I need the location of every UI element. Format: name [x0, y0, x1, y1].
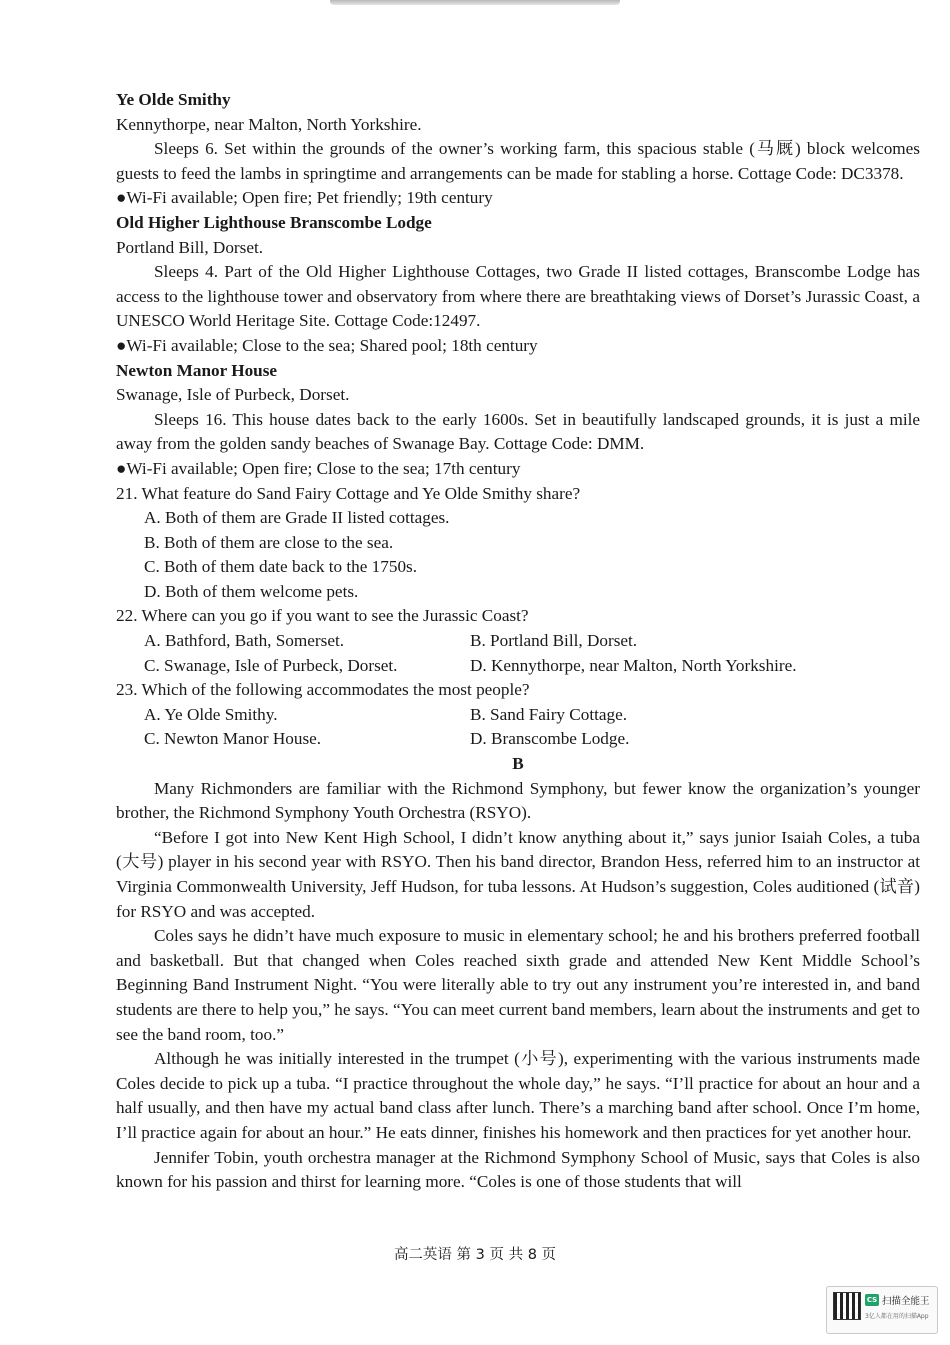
scan-edge-shadow [330, 0, 620, 5]
option: D. Branscombe Lodge. [470, 729, 630, 749]
option: B. Both of them are close to the sea. [144, 532, 394, 552]
scanner-watermark [826, 1286, 938, 1334]
question-22-options [116, 629, 920, 678]
question-22-stem: 22. Where can you go if you want to see the Jurassic Coast? [116, 606, 529, 626]
question-21-options [116, 506, 920, 604]
entry-location: Portland Bill, Dorset. [116, 237, 264, 257]
entry-location: Kennythorpe, near Malton, North Yorkshire. [116, 114, 422, 134]
entry-features: ●Wi-Fi available; Open fire; Pet friendly; 19th century [116, 188, 493, 208]
entry-features: ●Wi-Fi available; Close to the sea; Shared pool; 18th century [116, 335, 538, 355]
scanner-app-name: 扫描全能王 [882, 1296, 930, 1307]
option: C. Both of them date back to the 1750s. [144, 557, 418, 577]
entry-description: Sleeps 6. Set within the grounds of the owner’s working farm, this spacious stable (马厩) block welcomes guests to feed the lambs in springtime and arrangements can be made for stabling a horse. Cottage Code: DC3378. [116, 139, 920, 183]
option: D. Kennythorpe, near Malton, North Yorkshire. [470, 655, 797, 675]
entry-description: Sleeps 16. This house dates back to the early 1600s. Set in beautifully landscaped grounds, it is just a mile away from the golden sandy beaches of Swanage Bay. Cottage Code: DMM. [116, 409, 920, 454]
camscanner-logo-icon: CS [866, 1296, 878, 1304]
entry-location: Swanage, Isle of Purbeck, Dorset. [116, 385, 350, 405]
option: D. Both of them welcome pets. [144, 581, 359, 601]
question-23-stem: 23. Which of the following accommodates the most people? [116, 680, 530, 700]
scanner-tagline: 3亿人都在用的扫描App [865, 1313, 929, 1320]
entry-features: ●Wi-Fi available; Open fire; Close to the sea; 17th century [116, 458, 521, 478]
option: C. Swanage, Isle of Purbeck, Dorset. [144, 655, 398, 675]
passage-paragraph: Although he was initially interested in the trumpet (小号), experimenting with the various instruments made Coles decide to pick up a tuba. “I practice throughout the whole day,” he says. “I’ll practice for about an hour and a half usually, and then have my actual band class after lunch. There’s a marching band after school. Once I’m home, I’ll practice again for about an hour.” He eats dinner, finishes his homework and then practices for yet another hour. [116, 1049, 920, 1142]
page-footer: 高二英语 第 3 页 共 8 页 [393, 1247, 557, 1263]
passage-paragraph: “Before I got into New Kent High School, I didn’t know anything about it,” says junior Isaiah Coles, a tuba (大号) player in his second year with RSYO. Then his band director, Brandon Hess, referred him to an instructor at Virginia Commonwealth University, Jeff Hudson, for tuba lessons. At Hudson’s suggestion, Coles auditioned (试音) for RSYO and was accepted. [116, 827, 920, 921]
question-21-stem: 21. What feature do Sand Fairy Cottage and Ye Olde Smithy share? [116, 483, 581, 503]
entry-title: Ye Olde Smithy [116, 90, 231, 109]
option: C. Newton Manor House. [144, 729, 322, 749]
exam-page [116, 88, 920, 1195]
option: A. Bathford, Bath, Somerset. [144, 631, 345, 651]
qr-code-icon [833, 1292, 861, 1320]
entry-title: Newton Manor House [116, 360, 278, 380]
option: A. Ye Olde Smithy. [144, 704, 278, 724]
passage-paragraph: Coles says he didn’t have much exposure to music in elementary school; he and his brothers preferred football and basketball. But that changed when Coles reached sixth grade and attended New Kent Middle School’s Beginning Band Instrument Night. “You were literally able to try out any instrument you’re interested in, and band students are there to help you,” he says. “You can meet current band members, learn about the instruments and get to see the band room, too.” [116, 926, 920, 1044]
passage-paragraph: Jennifer Tobin, youth orchestra manager at the Richmond Symphony School of Music, says that Coles is also known for his passion and thirst for learning more. “Coles is one of those students that will [116, 1147, 920, 1192]
question-23-options [116, 703, 920, 752]
passage-paragraph: Many Richmonders are familiar with the Richmond Symphony, but fewer know the organization’s younger brother, the Richmond Symphony Youth Orchestra (RSYO). [116, 778, 920, 823]
option: B. Sand Fairy Cottage. [470, 704, 628, 724]
option: B. Portland Bill, Dorset. [470, 631, 638, 651]
entry-description: Sleeps 4. Part of the Old Higher Lighthouse Cottages, two Grade II listed cottages, Branscombe Lodge has access to the lighthouse tower and observatory from where there are breathtaking views of Dorset’s Jurassic Coast, a UNESCO World Heritage Site. Cottage Code:12497. [116, 262, 920, 331]
option: A. Both of them are Grade II listed cottages. [144, 508, 450, 528]
entry-title: Old Higher Lighthouse Branscombe Lodge [116, 212, 432, 232]
section-b-label: B [512, 754, 524, 774]
